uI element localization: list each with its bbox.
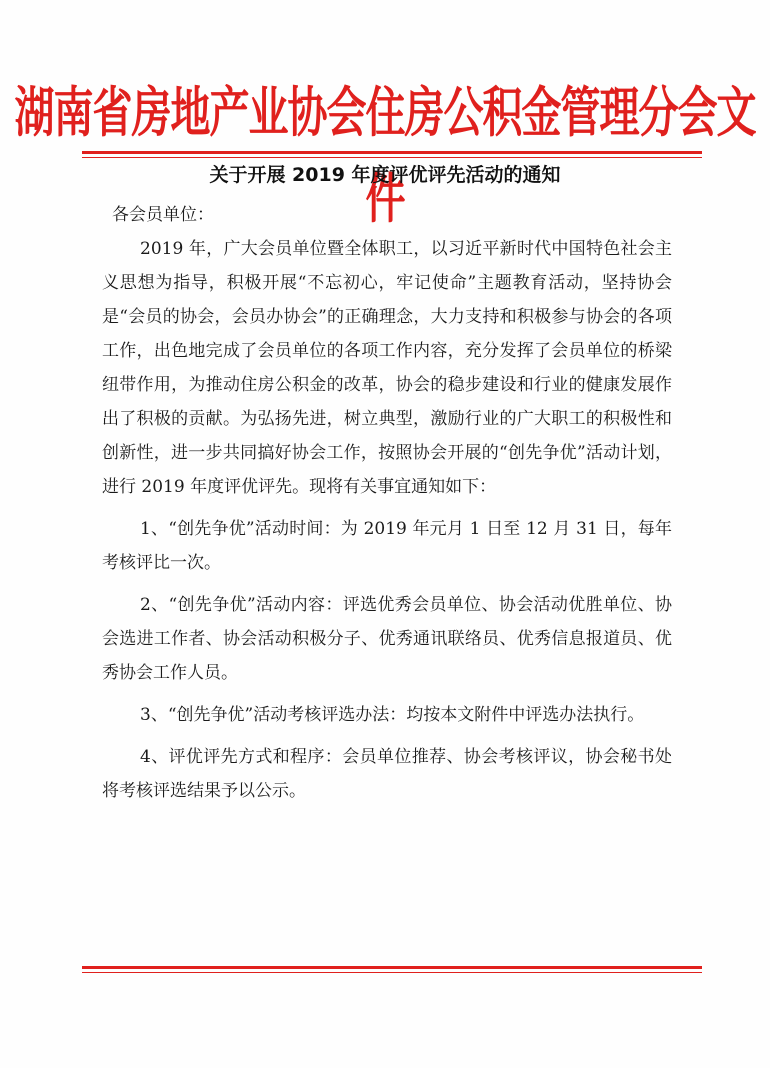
salutation: 各会员单位： bbox=[112, 205, 214, 225]
footer-divider-thin bbox=[82, 972, 702, 973]
org-header-title: 湖南省房地产业协会住房公积金管理分会文件 bbox=[14, 82, 756, 231]
list-item: 4、评优评先方式和程序：会员单位推荐、协会考核评议，协会秘书处将考核评选结果予以公示。 bbox=[102, 747, 672, 801]
intro-paragraph: 2019 年，广大会员单位暨全体职工，以习近平新时代中国特色社会主义思想为指导，积极开展“不忘初心，牢记使命”主题教育活动，坚持协会是“会员的协会，会员办协会”的正确理念，大力支持和积极参与协会的各项工作，出色地完成了会员单位的各项工作内容，充分发挥了会员单位的桥梁纽带作用，为推动住房公积金的改革，协会的稳步建设和行业的健康发展作出了积极的贡献。为弘扬先进，树立典型，激励行业的广大职工的积极性和创新性，进一步共同搞好协会工作，按照协会开展的“创先争优”活动计划，进行 2019 年度评优评先。现将有关事宜通知如下： bbox=[102, 239, 672, 497]
header-divider-thin bbox=[82, 157, 702, 158]
list-item: 2、“创先争优”活动内容：评选优秀会员单位、协会活动优胜单位、协会选进工作者、协会活动积极分子、优秀通讯联络员、优秀信息报道员、优秀协会工作人员。 bbox=[102, 595, 672, 683]
header-divider-thick bbox=[82, 151, 702, 154]
footer-divider-thick bbox=[82, 966, 702, 969]
document-title: 关于开展 2019 年度评优评先活动的通知 bbox=[209, 164, 561, 186]
document-body bbox=[102, 198, 672, 808]
list-item: 3、“创先争优”活动考核评选办法：均按本文附件中评选办法执行。 bbox=[140, 705, 645, 725]
list-item: 1、“创先争优”活动时间：为 2019 年元月 1 日至 12 月 31 日，每年考核评比一次。 bbox=[102, 519, 672, 573]
